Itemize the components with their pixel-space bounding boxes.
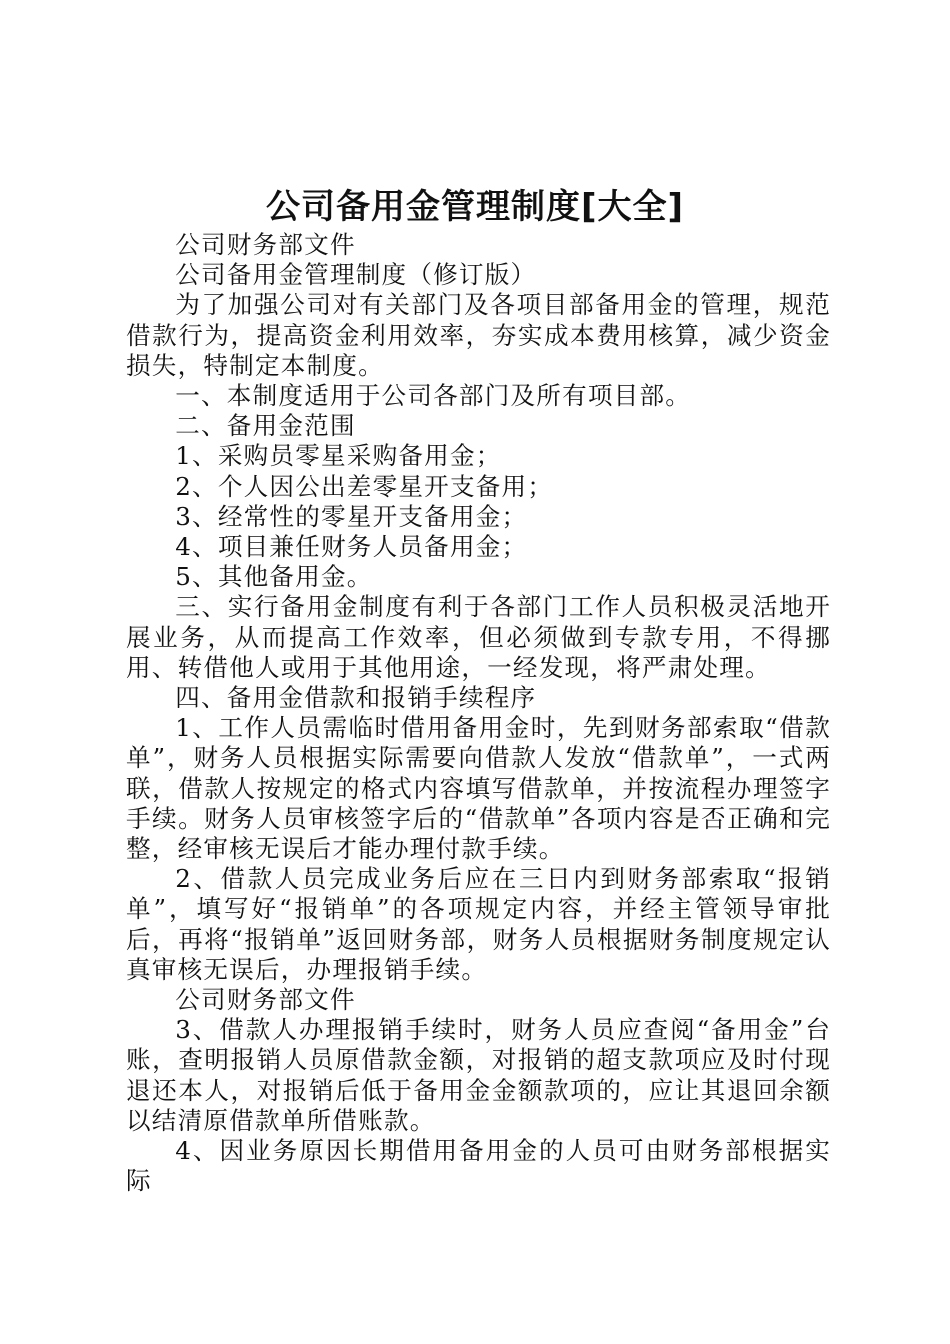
paragraph-item-4: 4、项目兼任财务人员备用金； xyxy=(175,532,528,562)
paragraph-section-2: 二、备用金范围 xyxy=(175,411,356,441)
paragraph-procedure-2: 2、借款人员完成业务后应在三日内到财务部索取“报销单”，填写好“报销单”的各项规定内容，并经主管领导审批后，再将“报销单”返回财务部，财务人员根据财务制度规定认真审核无误后，办理报销手续。 xyxy=(126,864,831,984)
document-body xyxy=(126,230,831,1197)
paragraph-procedure-3: 3、借款人办理报销手续时，财务人员应查阅“备用金”台账，查明报销人员原借款金额，对报销的超支款项应及时付现退还本人，对报销后低于备用金金额款项的，应让其退回余额以结清原借款单所借账款。 xyxy=(126,1015,831,1135)
paragraph-item-2: 2、个人因公出差零星开支备用； xyxy=(175,471,554,501)
paragraph-section-4: 四、备用金借款和报销手续程序 xyxy=(175,683,537,713)
paragraph-item-1: 1、采购员零星采购备用金； xyxy=(175,441,502,471)
paragraph-header-dept-repeat: 公司财务部文件 xyxy=(175,985,356,1015)
paragraph-purpose: 为了加强公司对有关部门及各项目部备用金的管理，规范借款行为，提高资金利用效率，夯实成本费用核算，减少资金损失，特制定本制度。 xyxy=(126,290,831,380)
paragraph-procedure-1: 1、工作人员需临时借用备用金时，先到财务部索取“借款单”，财务人员根据实际需要向借款人发放“借款单”，一式两联，借款人按规定的格式内容填写借款单，并按流程办理签字手续。财务人员审核签字后的“借款单”各项内容是否正确和完整，经审核无误后才能办理付款手续。 xyxy=(126,713,831,864)
document-title: 公司备用金管理制度[大全] xyxy=(265,187,685,227)
paragraph-subtitle: 公司备用金管理制度（修订版） xyxy=(175,260,537,290)
paragraph-item-3: 3、经常性的零星开支备用金； xyxy=(175,501,528,531)
paragraph-section-3: 三、实行备用金制度有利于各部门工作人员积极灵活地开展业务，从而提高工作效率，但必须做到专款专用，不得挪用、转借他人或用于其他用途，一经发现，将严肃处理。 xyxy=(126,592,831,682)
paragraph-item-5: 5、其他备用金。 xyxy=(175,562,373,592)
paragraph-header-dept: 公司财务部文件 xyxy=(175,230,356,259)
paragraph-section-1: 一、本制度适用于公司各部门及所有项目部。 xyxy=(175,381,692,411)
paragraph-procedure-4: 4、因业务原因长期借用备用金的人员可由财务部根据实际 xyxy=(126,1136,831,1196)
